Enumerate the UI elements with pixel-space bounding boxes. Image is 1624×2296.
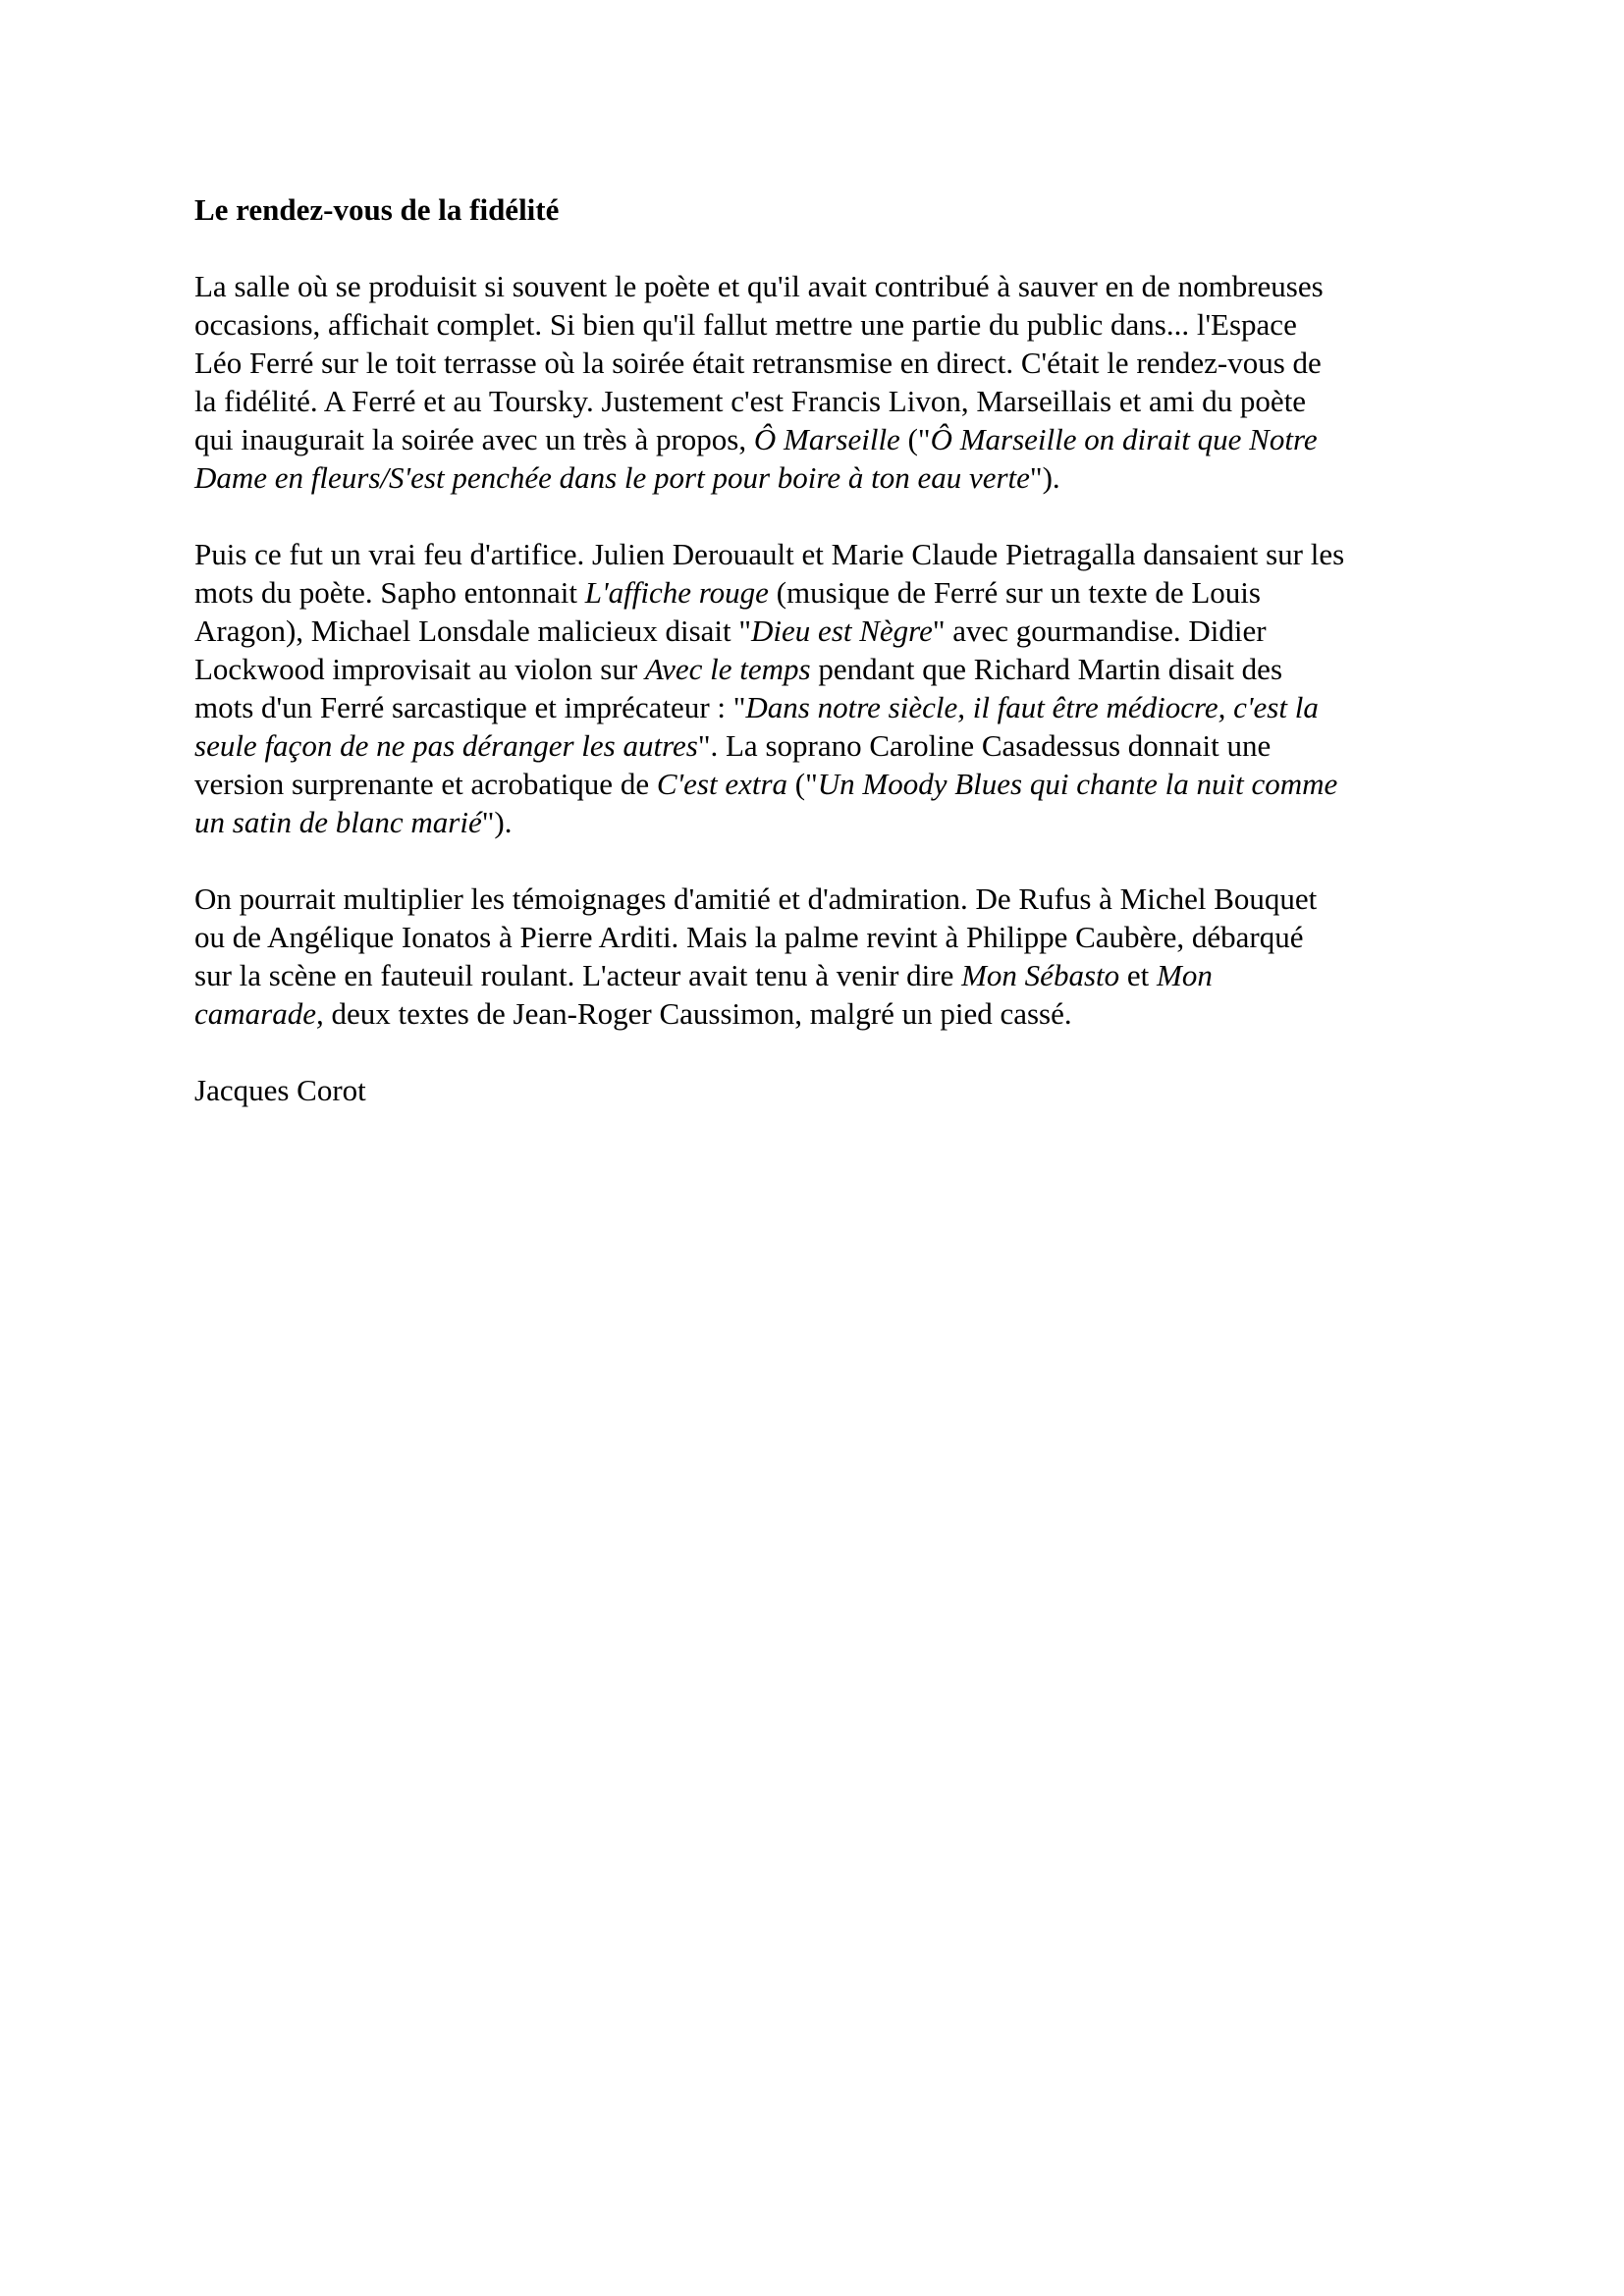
text-line [194,994,1461,1033]
text-segment: Lockwood improvisait au violon sur [194,652,645,686]
italic-text: Mon [1157,958,1213,992]
italic-text: seule façon de ne pas déranger les autres [194,728,698,763]
italic-text: Mon Sébasto [961,958,1120,992]
text-line [194,956,1461,994]
italic-text: Dans notre siècle, il faut être médiocre, c'est la [745,690,1319,724]
italic-text: Dame en fleurs/S'est penchée dans le port pour boire à ton eau verte [194,460,1030,495]
text-segment: (" [787,767,818,801]
text-segment: mots du poète. Sapho entonnait [194,575,585,610]
text-segment: occasions, affichait complet. Si bien qu'il fallut mettre une partie du public dans... l'Espace [194,307,1297,342]
text-line [194,803,1461,841]
italic-text: Un Moody Blues qui chante la nuit comme [817,767,1338,801]
text-segment: ". La soprano Caroline Casadessus donnait une [697,728,1272,763]
italic-text: Dieu est Nègre [751,614,933,648]
text-line [194,918,1461,956]
italic-text: Avec le temps [644,652,811,686]
text-segment: La salle où se produisit si souvent le poète et qu'il avait contribué à sauver en de nombreuses [194,269,1324,303]
italic-text: un satin de blanc marié [194,805,482,839]
italic-text: C'est extra [656,767,788,801]
paragraph [194,880,1461,1033]
text-segment: sur la scène en fauteuil roulant. L'acteur avait tenu à venir dire [194,958,962,992]
author-signature: Jacques Corot [194,1073,366,1107]
text-line [194,344,1461,382]
italic-text: Ô Marseille on dirait que Notre [930,422,1318,456]
text-segment: mots d'un Ferré sarcastique et imprécateur : " [194,690,746,724]
text-segment: "). [1029,460,1060,495]
article-paragraphs [194,267,1461,1033]
text-line [194,688,1461,726]
text-segment: On pourrait multiplier les témoignages d'amitié et d'admiration. De Rufus à Michel Bouquet [194,881,1318,916]
text-line [194,535,1461,573]
text-segment: (musique de Ferré sur un texte de Louis [768,575,1261,610]
text-segment: pendant que Richard Martin disait des [810,652,1283,686]
text-segment: " avec gourmandise. Didier [932,614,1267,648]
text-line [194,458,1461,497]
text-segment: "). [481,805,513,839]
text-segment: qui inaugurait la soirée avec un très à propos, [194,422,754,456]
text-segment: (" [899,422,931,456]
text-segment: Puis ce fut un vrai feu d'artifice. Julien Derouault et Marie Claude Pietragalla dansaient sur les [194,537,1345,571]
text-line [194,726,1461,765]
paragraph [194,535,1461,841]
text-line [194,612,1461,650]
text-segment: Aragon), Michael Lonsdale malicieux disait " [194,614,752,648]
italic-text: Ô Marseille [753,422,900,456]
text-segment: la fidélité. A Ferré et au Toursky. Justement c'est Francis Livon, Marseillais et ami du poète [194,384,1307,418]
text-line [194,267,1461,305]
italic-text: L'affiche rouge [584,575,769,610]
text-line [194,573,1461,612]
text-segment: version surprenante et acrobatique de [194,767,657,801]
article-title: Le rendez-vous de la fidélité [194,192,560,227]
italic-text: camarade, [194,996,324,1031]
text-line [194,420,1461,458]
text-line [194,765,1461,803]
text-line [194,650,1461,688]
text-line [194,880,1461,918]
article-body [194,190,1461,1109]
paragraph [194,267,1461,497]
text-line [194,382,1461,420]
text-line [194,305,1461,344]
text-segment: et [1119,958,1157,992]
text-segment: ou de Angélique Ionatos à Pierre Arditi. Mais la palme revint à Philippe Caubère, débarqué [194,920,1304,954]
text-segment: Léo Ferré sur le toit terrasse où la soirée était retransmise en direct. C'était le rendez-vous de [194,346,1322,380]
text-segment: deux textes de Jean-Roger Caussimon, malgré un pied cassé. [323,996,1072,1031]
